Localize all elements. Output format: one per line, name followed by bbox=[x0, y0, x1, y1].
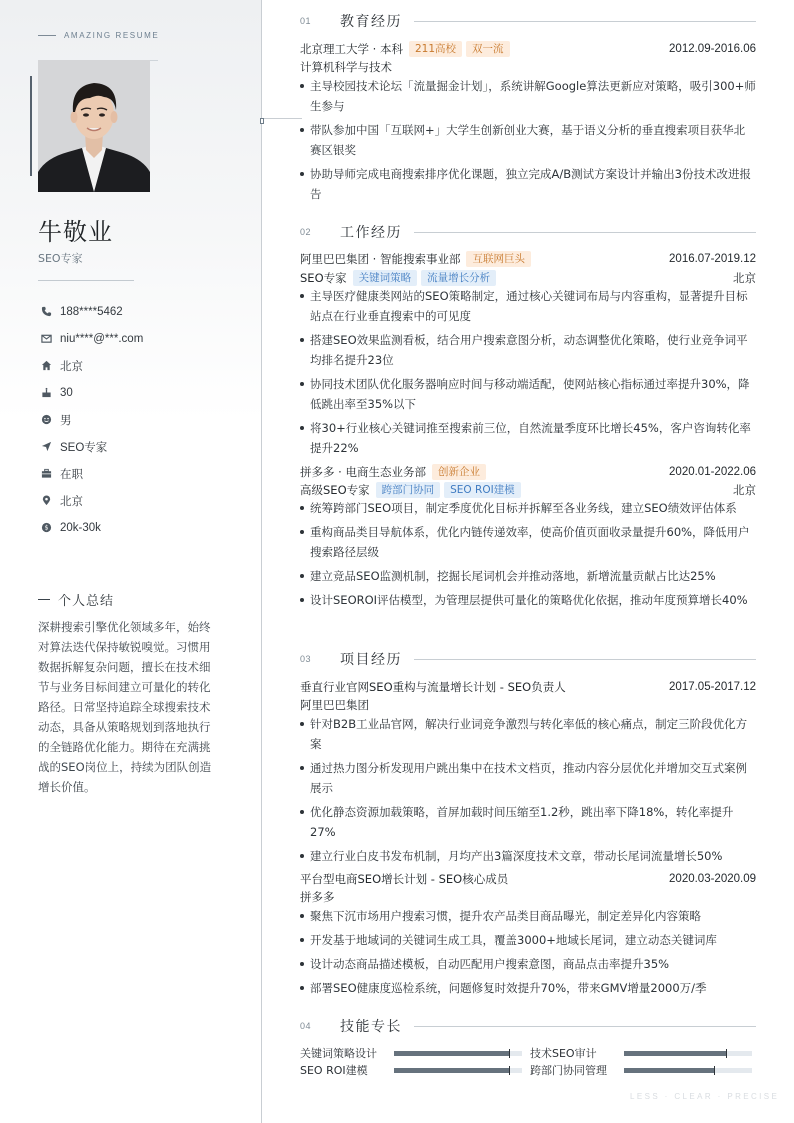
svg-text:$: $ bbox=[43, 523, 49, 532]
watermark: LESS · CLEAR · PRECISE bbox=[630, 1092, 780, 1101]
list-item: 主导医疗健康类网站的SEO策略制定，通过核心关键词布局与内容重构，显著提升目标站点在行业垂直搜索中的可见度 bbox=[300, 286, 756, 326]
contact-info-list bbox=[38, 298, 143, 541]
work-header bbox=[300, 249, 756, 269]
education-header bbox=[300, 39, 756, 59]
education-date: 2012.09-2016.06 bbox=[669, 43, 756, 55]
list-item: 将30+行业核心关键词推至搜索前三位，自然流量季度环比增长45%，客户咨询转化率提升22% bbox=[300, 418, 756, 458]
position-name: 高级SEO专家 bbox=[300, 483, 370, 497]
section-education-heading bbox=[300, 11, 756, 31]
gender-icon bbox=[40, 414, 52, 426]
list-item: 搭建SEO效果监测看板，结合用户搜索意图分析，动态调整优化策略，使行业竞争词平均排名提升23位 bbox=[300, 330, 756, 370]
list-item: 带队参加中国「互联网+」大学生创新创业大赛，基于语义分析的垂直搜索项目获华北赛区银奖 bbox=[300, 120, 756, 160]
school-name: 北京理工大学 · 本科 bbox=[300, 42, 403, 56]
profile-name: 牛敬业 bbox=[38, 218, 113, 246]
section-number: 01 bbox=[300, 16, 312, 26]
project-header bbox=[300, 677, 756, 697]
section-title: 技能专长 bbox=[340, 1019, 402, 1035]
skill-item bbox=[300, 1062, 522, 1078]
phone-icon bbox=[40, 306, 52, 318]
project-org: 拼多多 bbox=[300, 890, 335, 904]
list-item: 针对B2B工业品官网，解决行业词竞争激烈与转化率低的核心痛点，制定三阶段优化方案 bbox=[300, 714, 756, 754]
list-item: 聚焦下沉市场用户搜索习惯，提升农产品类目商品曝光，制定差异化内容策略 bbox=[300, 906, 756, 926]
info-salary bbox=[38, 514, 143, 541]
list-item: 建立竞品SEO监测机制，挖掘长尾词机会并推动落地，新增流量贡献占比达25% bbox=[300, 566, 756, 586]
edge-marker bbox=[260, 118, 264, 124]
list-item: 开发基于地域词的关键词生成工具，覆盖3000+地域长尾词，建立动态关键词库 bbox=[300, 930, 756, 950]
skill-bar-tick bbox=[509, 1049, 510, 1058]
school-tag: 双一流 bbox=[466, 41, 510, 57]
status-text: 在职 bbox=[60, 468, 83, 481]
work-position-row bbox=[300, 480, 756, 500]
company-tag: 创新企业 bbox=[432, 464, 486, 480]
list-item: 主导校园技术论坛「流量掘金计划」，系统讲解Google算法更新应对策略，吸引300+师生参与 bbox=[300, 76, 756, 116]
project-org-row bbox=[300, 695, 756, 715]
sidebar-divider bbox=[38, 280, 134, 281]
brand-text: AMAZING RESUME bbox=[64, 31, 160, 40]
project-name: 平台型电商SEO增长计划 - SEO核心成员 bbox=[300, 872, 509, 886]
project-name: 垂直行业官网SEO重构与流量增长计划 - SEO负责人 bbox=[300, 680, 566, 694]
list-item: 重构商品类目导航体系，优化内链传递效率，使高价值页面收录量提升60%，降低用户搜索路径层级 bbox=[300, 522, 756, 562]
info-location bbox=[38, 487, 143, 514]
education-major-row bbox=[300, 57, 756, 77]
education-major: 计算机科学与技术 bbox=[300, 60, 392, 74]
summary-text: 深耕搜索引擎优化领域多年，始终对算法迭代保持敏锐嗅觉。习惯用数据拆解复杂问题，擅长在技术细节与业务目标间建立可量化的转化路径。日常坚持追踪全球搜索技术动态，具备从策略规划到落地执行的全链路优化能力。期待在充满挑战的SEO岗位上，持续为团队创造增长价值。 bbox=[38, 620, 212, 794]
section-number: 04 bbox=[300, 1021, 312, 1031]
title-text: SEO专家 bbox=[60, 441, 108, 454]
skill-bar bbox=[394, 1051, 522, 1056]
summary-heading bbox=[38, 590, 114, 609]
location-icon bbox=[40, 495, 52, 507]
salary-icon bbox=[40, 522, 52, 534]
email-text: niu****@***.com bbox=[60, 332, 144, 345]
position-tag: 关键词策略 bbox=[353, 270, 418, 286]
info-gender bbox=[38, 406, 143, 433]
skill-item bbox=[300, 1045, 522, 1061]
brand-header bbox=[38, 31, 159, 40]
skill-name: 技术SEO审计 bbox=[530, 1047, 597, 1060]
section-rule bbox=[414, 659, 756, 660]
briefcase-icon bbox=[40, 468, 52, 480]
section-title: 项目经历 bbox=[340, 652, 402, 668]
skill-bar bbox=[624, 1068, 752, 1073]
project-bullets bbox=[300, 714, 756, 870]
list-item: 统筹跨部门SEO项目，制定季度优化目标并拆解至各业务线，建立SEO绩效评估体系 bbox=[300, 498, 756, 518]
info-email bbox=[38, 325, 143, 352]
skill-bar-tick bbox=[509, 1066, 510, 1075]
work-date: 2020.01-2022.06 bbox=[669, 466, 756, 478]
education-bullets bbox=[300, 76, 756, 208]
project-org: 阿里巴巴集团 bbox=[300, 698, 369, 712]
work-city: 北京 bbox=[733, 273, 756, 285]
skill-bar-fill bbox=[394, 1068, 509, 1073]
profile-role: SEO专家 bbox=[38, 252, 83, 265]
section-number: 02 bbox=[300, 227, 312, 237]
skill-name: 跨部门协同管理 bbox=[530, 1064, 607, 1077]
project-bullets bbox=[300, 906, 756, 1002]
skill-bar-fill bbox=[624, 1068, 714, 1073]
section-number: 03 bbox=[300, 654, 312, 664]
home-icon bbox=[40, 360, 52, 372]
list-item: 优化静态资源加载策略，首屏加载时间压缩至1.2秒，跳出率下降18%，转化率提升27% bbox=[300, 802, 756, 842]
position-tag: 跨部门协同 bbox=[376, 482, 441, 498]
age-text: 30 bbox=[60, 386, 73, 399]
work-city: 北京 bbox=[733, 485, 756, 497]
skill-bar-fill bbox=[394, 1051, 509, 1056]
brand-line bbox=[38, 35, 56, 36]
summary-title: 个人总结 bbox=[58, 594, 115, 609]
cake-icon bbox=[40, 387, 52, 399]
section-work-heading bbox=[300, 222, 756, 242]
position-name: SEO专家 bbox=[300, 271, 347, 285]
skill-name: 关键词策略设计 bbox=[300, 1047, 377, 1060]
avatar bbox=[38, 60, 150, 192]
home-text: 北京 bbox=[60, 360, 83, 373]
skill-bar bbox=[624, 1051, 752, 1056]
position-tag: 流量增长分析 bbox=[421, 270, 496, 286]
skill-bar bbox=[394, 1068, 522, 1073]
section-title: 工作经历 bbox=[340, 225, 402, 241]
section-rule bbox=[414, 232, 756, 233]
list-item: 设计SEOROI评估模型，为管理层提供可量化的策略优化依据，推动年度预算增长40% bbox=[300, 590, 756, 610]
profile-photo-illustration bbox=[38, 60, 150, 192]
list-item: 设计动态商品描述模板，自动匹配用户搜索意图，商品点击率提升35% bbox=[300, 954, 756, 974]
company-name: 阿里巴巴集团 · 智能搜索事业部 bbox=[300, 252, 461, 266]
section-projects-heading bbox=[300, 649, 756, 669]
info-status bbox=[38, 460, 143, 487]
project-header bbox=[300, 869, 756, 889]
skill-item bbox=[530, 1062, 752, 1078]
edge-connector-line bbox=[262, 118, 302, 119]
project-org-row bbox=[300, 887, 756, 907]
company-name: 拼多多 · 电商生态业务部 bbox=[300, 465, 426, 479]
school-tag: 211高校 bbox=[409, 41, 462, 57]
work-bullets bbox=[300, 286, 756, 462]
section-title: 教育经历 bbox=[340, 14, 402, 30]
work-position-row bbox=[300, 268, 756, 288]
list-item: 部署SEO健康度巡检系统，问题修复时效提升70%，带来GMV增量2000万/季 bbox=[300, 978, 756, 998]
photo-accent-bar bbox=[30, 76, 32, 176]
mail-icon bbox=[40, 333, 52, 345]
skill-name: SEO ROI建模 bbox=[300, 1064, 368, 1077]
list-item: 协助导师完成电商搜索排序优化课题，独立完成A/B测试方案设计并输出3份技术改进报告 bbox=[300, 164, 756, 204]
section-skills-heading bbox=[300, 1016, 756, 1036]
gender-text: 男 bbox=[60, 414, 72, 427]
send-icon bbox=[40, 441, 52, 453]
work-date: 2016.07-2019.12 bbox=[669, 253, 756, 265]
skill-item bbox=[530, 1045, 752, 1061]
section-rule bbox=[414, 21, 756, 22]
work-header bbox=[300, 462, 756, 482]
profile-photo bbox=[38, 60, 150, 192]
info-title bbox=[38, 433, 143, 460]
phone-text: 188****5462 bbox=[60, 305, 123, 318]
section-rule bbox=[414, 1026, 756, 1027]
project-date: 2017.05-2017.12 bbox=[669, 681, 756, 693]
info-age bbox=[38, 379, 143, 406]
work-bullets bbox=[300, 498, 756, 614]
summary-heading-line bbox=[38, 599, 50, 600]
list-item: 协同技术团队优化服务器响应时间与移动端适配，使网站核心指标通过率提升30%，降低跳出率至35%以下 bbox=[300, 374, 756, 414]
project-date: 2020.03-2020.09 bbox=[669, 873, 756, 885]
info-home bbox=[38, 352, 143, 379]
position-tag: SEO ROI建模 bbox=[444, 482, 521, 498]
sidebar bbox=[0, 0, 262, 1123]
list-item: 通过热力图分析发现用户跳出集中在技术文档页，推动内容分层优化并增加交互式案例展示 bbox=[300, 758, 756, 798]
company-tag: 互联网巨头 bbox=[466, 251, 531, 267]
skill-bar-tick bbox=[726, 1049, 727, 1058]
list-item: 建立行业白皮书发布机制，月均产出3篇深度技术文章，带动长尾词流量增长50% bbox=[300, 846, 756, 866]
skill-bar-fill bbox=[624, 1051, 726, 1056]
skill-bar-tick bbox=[714, 1066, 715, 1075]
salary-text: 20k-30k bbox=[60, 521, 101, 534]
location-text: 北京 bbox=[60, 495, 83, 508]
info-phone bbox=[38, 298, 143, 325]
